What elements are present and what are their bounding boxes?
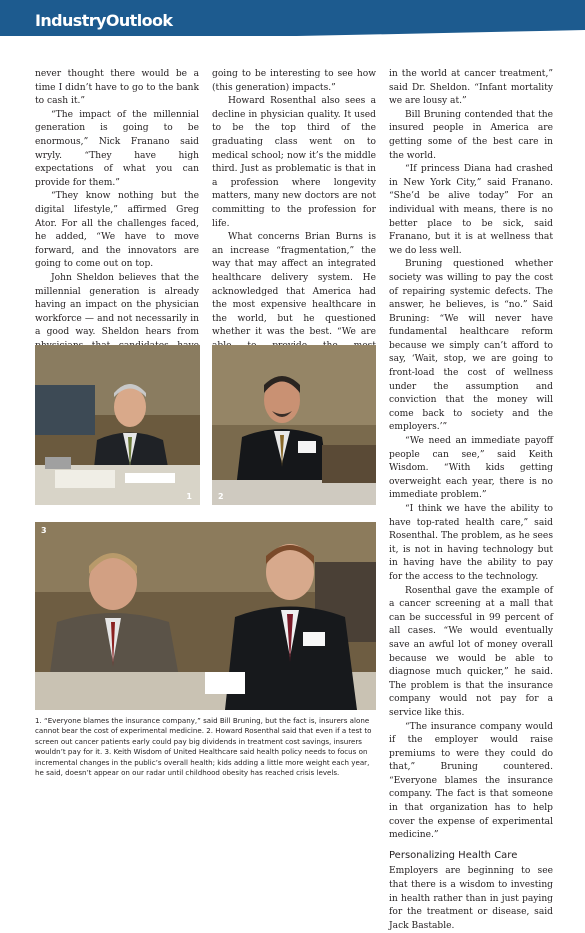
paragraph: never thought there would be a time I didn’t have to go to the bank to cash it.” — [35, 69, 199, 107]
photo-number: 2 — [218, 492, 224, 501]
section-title: IndustryOutlook — [35, 11, 173, 30]
paragraph: “If princess Diana had crashed in New York City,” said Franano. “She’d be alive today” For an individual with means, there is no better place to be sick, said Franano, but it is at wellness that we do less well. — [389, 164, 553, 256]
photo-howard-rosenthal — [212, 345, 376, 505]
paragraph: Bruning questioned whether society was willing to pay the cost of repairing systemic defects. The answer, he believes, is “no.” Said Bruning: “We will never have fundamental healthcare reform because we simply can’t afford to say, ‘Wait, stop, we are going to front-load the cost of wellness under the assumption and conviction that the money will come back to society and the employers.’” — [389, 259, 553, 433]
photo-caption: 1. “Everyone blames the insurance company,” said Bill Bruning, but the fact is, insurers alone cannot bear the cost of experimental medicine. 2. Howard Rosenthal said that even if a test to screen out cancer patients early could pay big dividends in treatment cost savings, insurers wouldn’t pay for it. 3. Keith Wisdom of United Healthcare said health policy needs to focus on incremental changes in the public’s overall health; kids adding a little more weight each year, he said, doesn’t appear on our radar until childhood obesity has reached crisis levels. — [35, 716, 372, 778]
photo-bill-bruning — [35, 345, 200, 505]
photo-keith-wisdom — [35, 522, 376, 710]
paragraph: “The insurance company would if the employer would raise premiums to were they could do that,” Bruning countered. “Everyone blames the insurance company. The fact is that someone in that organization has to help cover the expense of experimental medicine.” — [389, 721, 553, 841]
paragraph: in the world at cancer treatment,” said Dr. Sheldon. “Infant mortality we are lousy at.” — [389, 69, 553, 107]
header-bar — [0, 0, 585, 50]
photo-number: 1 — [186, 492, 192, 501]
paragraph: “The impact of the millennial generation is going to be enormous,” Nick Franano said wryly. “They have high expectations of what you can provide for them.” — [35, 109, 199, 188]
paragraph: Rosenthal gave the example of a cancer screening at a mall that can be successful in 99 percent of all cases. “We would eventually save an awful lot of money overall because we would be able to diagnose much quicker,” he said. The problem is that the insurance company would not pay for a service like this. — [389, 585, 553, 718]
subheading: Personalizing Health Care — [389, 849, 518, 861]
paragraph: “They know nothing but the digital lifestyle,” affirmed Greg Ator. For all the challenges faced, he added, “We have to move forward, and the innovators are going to come out on top. — [35, 191, 199, 270]
paragraph: going to be interesting to see how (this generation) impacts.” — [212, 69, 376, 93]
photo-number: 3 — [41, 526, 47, 535]
paragraph: Employers are beginning to see that there is a wisdom to investing in health rather than in just paying for the treatment or disease, said Jack Bastable. — [389, 866, 553, 931]
header-swoosh — [0, 30, 585, 50]
paragraph: Bill Bruning contended that the insured people in America are getting some of the best care in the world. — [389, 109, 553, 161]
paragraph: Howard Rosenthal also sees a decline in physician quality. It used to be the top third of the graduating class went on to medical school; now it’s the middle third. Just as problematic is that in a profession where longevity matters, many new doctors are not committing to the profession for life. — [212, 96, 376, 229]
paragraph: What concerns Brian Burns is an increase “fragmentation,” the way that may affect an integrated healthcare delivery system. He acknowledged that America had the most expensive healthcare in the world, but he questioned whether it was the best. “We are — [212, 232, 376, 338]
paragraph: “We need an immediate payoff people can see,” said Keith Wisdom. “With kids getting overweight each year, there is no immediate problem.” — [389, 436, 553, 501]
text-column-3 — [389, 68, 553, 933]
paragraph: “I think we have the ability to have top-rated health care,” said Rosenthal. The problem, as he sees it, is not in having technology but in having have the ability to pay for the access to the technology. — [389, 504, 553, 582]
paragraph: John Sheldon believes that the millennial generation is already having an impact on the physician workforce — and not necessarily in a good way. Sheldon hears from — [35, 272, 199, 338]
